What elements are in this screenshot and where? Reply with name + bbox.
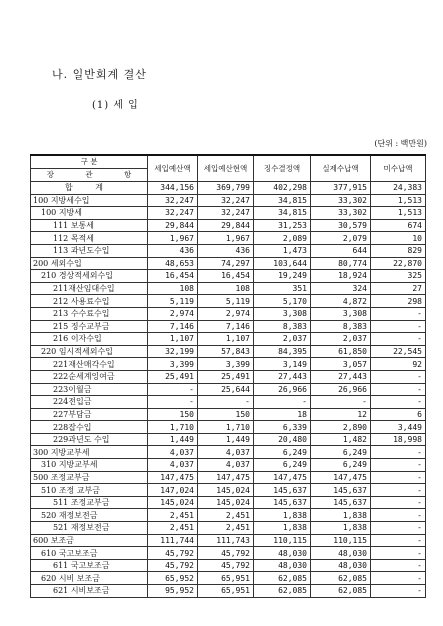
collection-determined-cell: 1,838: [254, 522, 311, 535]
table-body: [31, 182, 426, 598]
table-row: [31, 547, 426, 560]
collection-determined-cell: 18: [254, 408, 311, 421]
budget-cell: 2,974: [148, 307, 198, 320]
collection-determined-cell: 2,089: [254, 232, 311, 245]
received-cell: 1,482: [311, 433, 371, 446]
unreceived-cell: -: [371, 370, 426, 383]
table-row: [31, 320, 426, 333]
received-cell: 2,079: [311, 232, 371, 245]
budget-cell: 45,792: [148, 559, 198, 572]
category-header: 구 분: [31, 155, 148, 169]
unreceived-cell: -: [371, 307, 426, 320]
received-cell: 4,872: [311, 295, 371, 308]
collection-determined-cell: 34,815: [254, 207, 311, 220]
collection-determined-cell: 3,149: [254, 358, 311, 371]
row-label: 521 재정보전금: [31, 522, 148, 535]
row-label: 229과년도 수입: [31, 433, 148, 446]
collection-determined-cell: 351: [254, 282, 311, 295]
table-row: [31, 484, 426, 497]
budget-cell: 108: [148, 282, 198, 295]
received-cell: 1,838: [311, 509, 371, 522]
unreceived-cell: 22,545: [371, 345, 426, 358]
unreceived-cell: -: [371, 471, 426, 484]
row-label: 221재산매각수입: [31, 358, 148, 371]
row-label: 310 지방교부세: [31, 459, 148, 472]
current-budget-cell: 65,951: [198, 572, 254, 585]
unreceived-cell: 27: [371, 282, 426, 295]
current-budget-cell: 16,454: [198, 270, 254, 283]
unreceived-cell: -: [371, 484, 426, 497]
received-cell: 1,838: [311, 522, 371, 535]
table-row: [31, 471, 426, 484]
unreceived-cell: 22,870: [371, 257, 426, 270]
unreceived-cell: 24,383: [371, 182, 426, 195]
unreceived-cell: -: [371, 534, 426, 547]
budget-cell: 32,247: [148, 207, 198, 220]
table-row: [31, 232, 426, 245]
table-row: [31, 345, 426, 358]
table-row: [31, 282, 426, 295]
current-budget-cell: 1,967: [198, 232, 254, 245]
revenue-table: [30, 154, 426, 598]
table-row: [31, 585, 426, 598]
table-row: [31, 559, 426, 572]
current-budget-cell: 3,399: [198, 358, 254, 371]
received-cell: 6,249: [311, 446, 371, 459]
current-budget-cell: 2,451: [198, 522, 254, 535]
current-budget-cell: 32,247: [198, 194, 254, 207]
unreceived-cell: 3,449: [371, 421, 426, 434]
table-row: [31, 257, 426, 270]
received-cell: 30,579: [311, 219, 371, 232]
collection-determined-cell: 48,030: [254, 559, 311, 572]
budget-cell: 145,024: [148, 496, 198, 509]
current-budget-cell: 108: [198, 282, 254, 295]
table-row: [31, 358, 426, 371]
budget-cell: 3,399: [148, 358, 198, 371]
current-budget-cell: 25,491: [198, 370, 254, 383]
current-budget-cell: 2,451: [198, 509, 254, 522]
row-label: 300 지방교부세: [31, 446, 148, 459]
row-label: 113 과년도수입: [31, 244, 148, 257]
collection-determined-cell: 103,644: [254, 257, 311, 270]
unreceived-cell: -: [371, 522, 426, 535]
current-budget-cell: 150: [198, 408, 254, 421]
received-cell: 8,383: [311, 320, 371, 333]
row-label: 112 목적세: [31, 232, 148, 245]
row-label: 510 조정 교부금: [31, 484, 148, 497]
table-header: [31, 155, 426, 182]
received-cell: 48,030: [311, 559, 371, 572]
collection-determined-cell: 145,637: [254, 496, 311, 509]
budget-cell: 16,454: [148, 270, 198, 283]
row-label: 620 시비 보조금: [31, 572, 148, 585]
table-row: [31, 207, 426, 220]
collection-determined-cell: 62,085: [254, 585, 311, 598]
collection-determined-cell: 26,966: [254, 383, 311, 396]
received-cell: 110,115: [311, 534, 371, 547]
budget-header: 세입예산액: [148, 155, 198, 182]
unreceived-cell: -: [371, 396, 426, 409]
received-cell: 12: [311, 408, 371, 421]
sub-label-jang: 장: [46, 170, 54, 179]
current-budget-cell: 2,974: [198, 307, 254, 320]
current-budget-cell: 1,449: [198, 433, 254, 446]
current-budget-cell: 1,107: [198, 333, 254, 346]
budget-cell: 32,247: [148, 194, 198, 207]
collection-determined-cell: 27,443: [254, 370, 311, 383]
unreceived-cell: -: [371, 459, 426, 472]
budget-cell: 29,844: [148, 219, 198, 232]
budget-cell: 147,475: [148, 471, 198, 484]
table-row: [31, 396, 426, 409]
current-budget-cell: 7,146: [198, 320, 254, 333]
table-row: [31, 219, 426, 232]
row-label: 100 지방세수입: [31, 194, 148, 207]
budget-cell: 344,156: [148, 182, 198, 195]
current-budget-cell: 74,297: [198, 257, 254, 270]
row-label: 621 시비보조금: [31, 585, 148, 598]
budget-cell: 2,451: [148, 509, 198, 522]
budget-cell: 2,451: [148, 522, 198, 535]
current-budget-cell: 4,037: [198, 446, 254, 459]
current-budget-cell: 111,743: [198, 534, 254, 547]
row-label: 100 지방세: [31, 207, 148, 220]
current-budget-cell: 145,024: [198, 496, 254, 509]
collection-determined-cell: 20,480: [254, 433, 311, 446]
budget-cell: 4,037: [148, 459, 198, 472]
table-row: [31, 534, 426, 547]
received-cell: 324: [311, 282, 371, 295]
budget-cell: 1,449: [148, 433, 198, 446]
current-budget-cell: 145,024: [198, 484, 254, 497]
collection-determined-cell: 6,339: [254, 421, 311, 434]
table-row: [31, 433, 426, 446]
received-cell: 33,302: [311, 207, 371, 220]
row-label: 511 조정교부금: [31, 496, 148, 509]
row-label: 520 재정보전금: [31, 509, 148, 522]
collection-determined-cell: 145,637: [254, 484, 311, 497]
collection-determined-cell: 48,030: [254, 547, 311, 560]
received-cell: 27,443: [311, 370, 371, 383]
current-budget-cell: 1,710: [198, 421, 254, 434]
budget-cell: 147,024: [148, 484, 198, 497]
row-label: 216 이자수입: [31, 333, 148, 346]
current-budget-cell: 29,844: [198, 219, 254, 232]
unreceived-cell: -: [371, 383, 426, 396]
current-budget-header: 세입예산현액: [198, 155, 254, 182]
row-label: 228잡수입: [31, 421, 148, 434]
budget-cell: 48,653: [148, 257, 198, 270]
collection-determined-cell: 6,249: [254, 446, 311, 459]
table-row: [31, 509, 426, 522]
row-label: 220 임시적세외수입: [31, 345, 148, 358]
unreceived-cell: 1,513: [371, 207, 426, 220]
current-budget-cell: 4,037: [198, 459, 254, 472]
received-cell: 26,966: [311, 383, 371, 396]
received-cell: 62,085: [311, 572, 371, 585]
received-cell: -: [311, 396, 371, 409]
unreceived-cell: 674: [371, 219, 426, 232]
unreceived-cell: -: [371, 572, 426, 585]
received-cell: 377,915: [311, 182, 371, 195]
received-cell: 18,924: [311, 270, 371, 283]
section-heading: 나. 일반회계 결산: [52, 68, 147, 81]
table-row: [31, 244, 426, 257]
collection-determined-cell: -: [254, 396, 311, 409]
table-row: [31, 307, 426, 320]
current-budget-cell: -: [198, 396, 254, 409]
table-row: [31, 496, 426, 509]
unreceived-cell: -: [371, 547, 426, 560]
received-cell: 145,637: [311, 484, 371, 497]
received-cell: 3,308: [311, 307, 371, 320]
unreceived-cell: -: [371, 509, 426, 522]
row-label: 213 수수료수입: [31, 307, 148, 320]
budget-cell: 25,491: [148, 370, 198, 383]
budget-cell: 150: [148, 408, 198, 421]
table-row: [31, 270, 426, 283]
table-row: [31, 295, 426, 308]
row-label: 610 국고보조금: [31, 547, 148, 560]
current-budget-cell: 369,799: [198, 182, 254, 195]
sub-label-gwan: 관: [85, 170, 93, 179]
received-header: 실제수납액: [311, 155, 371, 182]
row-label: 합 계: [31, 182, 148, 195]
collection-determined-cell: 1,473: [254, 244, 311, 257]
row-label: 222순세계잉여금: [31, 370, 148, 383]
received-cell: 2,037: [311, 333, 371, 346]
collection-determined-cell: 84,395: [254, 345, 311, 358]
budget-cell: 32,199: [148, 345, 198, 358]
collection-determined-cell: 110,115: [254, 534, 311, 547]
row-label: 215 징수교부금: [31, 320, 148, 333]
row-label: 500 조정교부금: [31, 471, 148, 484]
current-budget-cell: 57,843: [198, 345, 254, 358]
collection-determined-cell: 3,308: [254, 307, 311, 320]
row-label: 611 국고보조금: [31, 559, 148, 572]
budget-cell: 7,146: [148, 320, 198, 333]
row-label: 211재산임대수입: [31, 282, 148, 295]
collection-determined-cell: 34,815: [254, 194, 311, 207]
row-label: 227부담금: [31, 408, 148, 421]
unreceived-cell: 10: [371, 232, 426, 245]
unit-label: (단위 : 백만원): [374, 139, 427, 148]
total-row: [31, 182, 426, 195]
budget-cell: -: [148, 383, 198, 396]
received-cell: 61,850: [311, 345, 371, 358]
received-cell: 3,057: [311, 358, 371, 371]
collection-determined-cell: 1,838: [254, 509, 311, 522]
received-cell: 147,475: [311, 471, 371, 484]
row-label: 210 경상적세외수입: [31, 270, 148, 283]
unreceived-cell: -: [371, 496, 426, 509]
received-cell: 62,085: [311, 585, 371, 598]
collection-determined-cell: 6,249: [254, 459, 311, 472]
subsection-heading: (1) 세 입: [92, 100, 139, 111]
unreceived-cell: 92: [371, 358, 426, 371]
collection-determined-cell: 147,475: [254, 471, 311, 484]
received-cell: 2,890: [311, 421, 371, 434]
row-label: 111 보통세: [31, 219, 148, 232]
unreceived-cell: 6: [371, 408, 426, 421]
table-row: [31, 194, 426, 207]
unreceived-cell: -: [371, 585, 426, 598]
budget-cell: 111,744: [148, 534, 198, 547]
sub-label-hang: 항: [124, 170, 132, 179]
received-cell: 145,637: [311, 496, 371, 509]
category-subheader: [31, 169, 148, 182]
table-row: [31, 459, 426, 472]
collection-determined-cell: 31,253: [254, 219, 311, 232]
collection-determined-cell: 402,298: [254, 182, 311, 195]
unreceived-cell: 829: [371, 244, 426, 257]
unreceived-cell: 1,513: [371, 194, 426, 207]
unreceived-cell: 325: [371, 270, 426, 283]
unreceived-header: 미수납액: [371, 155, 426, 182]
current-budget-cell: 436: [198, 244, 254, 257]
table-row: [31, 421, 426, 434]
table-row: [31, 333, 426, 346]
current-budget-cell: 25,644: [198, 383, 254, 396]
row-label: 223이월금: [31, 383, 148, 396]
table-row: [31, 383, 426, 396]
table-row: [31, 522, 426, 535]
current-budget-cell: 65,951: [198, 585, 254, 598]
current-budget-cell: 45,792: [198, 547, 254, 560]
unreceived-cell: 298: [371, 295, 426, 308]
budget-cell: 1,107: [148, 333, 198, 346]
collection-determined-header: 징수결정액: [254, 155, 311, 182]
budget-cell: 1,967: [148, 232, 198, 245]
row-label: 600 보조금: [31, 534, 148, 547]
row-label: 224전입금: [31, 396, 148, 409]
received-cell: 80,774: [311, 257, 371, 270]
received-cell: 33,302: [311, 194, 371, 207]
unreceived-cell: -: [371, 559, 426, 572]
received-cell: 6,249: [311, 459, 371, 472]
unreceived-cell: 18,998: [371, 433, 426, 446]
received-cell: 48,030: [311, 547, 371, 560]
budget-cell: 95,952: [148, 585, 198, 598]
row-label: 200 세외수입: [31, 257, 148, 270]
collection-determined-cell: 62,085: [254, 572, 311, 585]
current-budget-cell: 5,119: [198, 295, 254, 308]
budget-cell: 436: [148, 244, 198, 257]
collection-determined-cell: 2,037: [254, 333, 311, 346]
budget-cell: -: [148, 396, 198, 409]
table-row: [31, 572, 426, 585]
current-budget-cell: 45,792: [198, 559, 254, 572]
table-row: [31, 446, 426, 459]
table-row: [31, 370, 426, 383]
budget-cell: 1,710: [148, 421, 198, 434]
budget-cell: 4,037: [148, 446, 198, 459]
current-budget-cell: 147,475: [198, 471, 254, 484]
collection-determined-cell: 19,249: [254, 270, 311, 283]
collection-determined-cell: 5,170: [254, 295, 311, 308]
unreceived-cell: -: [371, 446, 426, 459]
row-label: 212 사용료수입: [31, 295, 148, 308]
budget-cell: 65,952: [148, 572, 198, 585]
unreceived-cell: -: [371, 333, 426, 346]
budget-cell: 45,792: [148, 547, 198, 560]
budget-cell: 5,119: [148, 295, 198, 308]
collection-determined-cell: 8,383: [254, 320, 311, 333]
received-cell: 644: [311, 244, 371, 257]
unreceived-cell: -: [371, 320, 426, 333]
current-budget-cell: 32,247: [198, 207, 254, 220]
table-row: [31, 408, 426, 421]
